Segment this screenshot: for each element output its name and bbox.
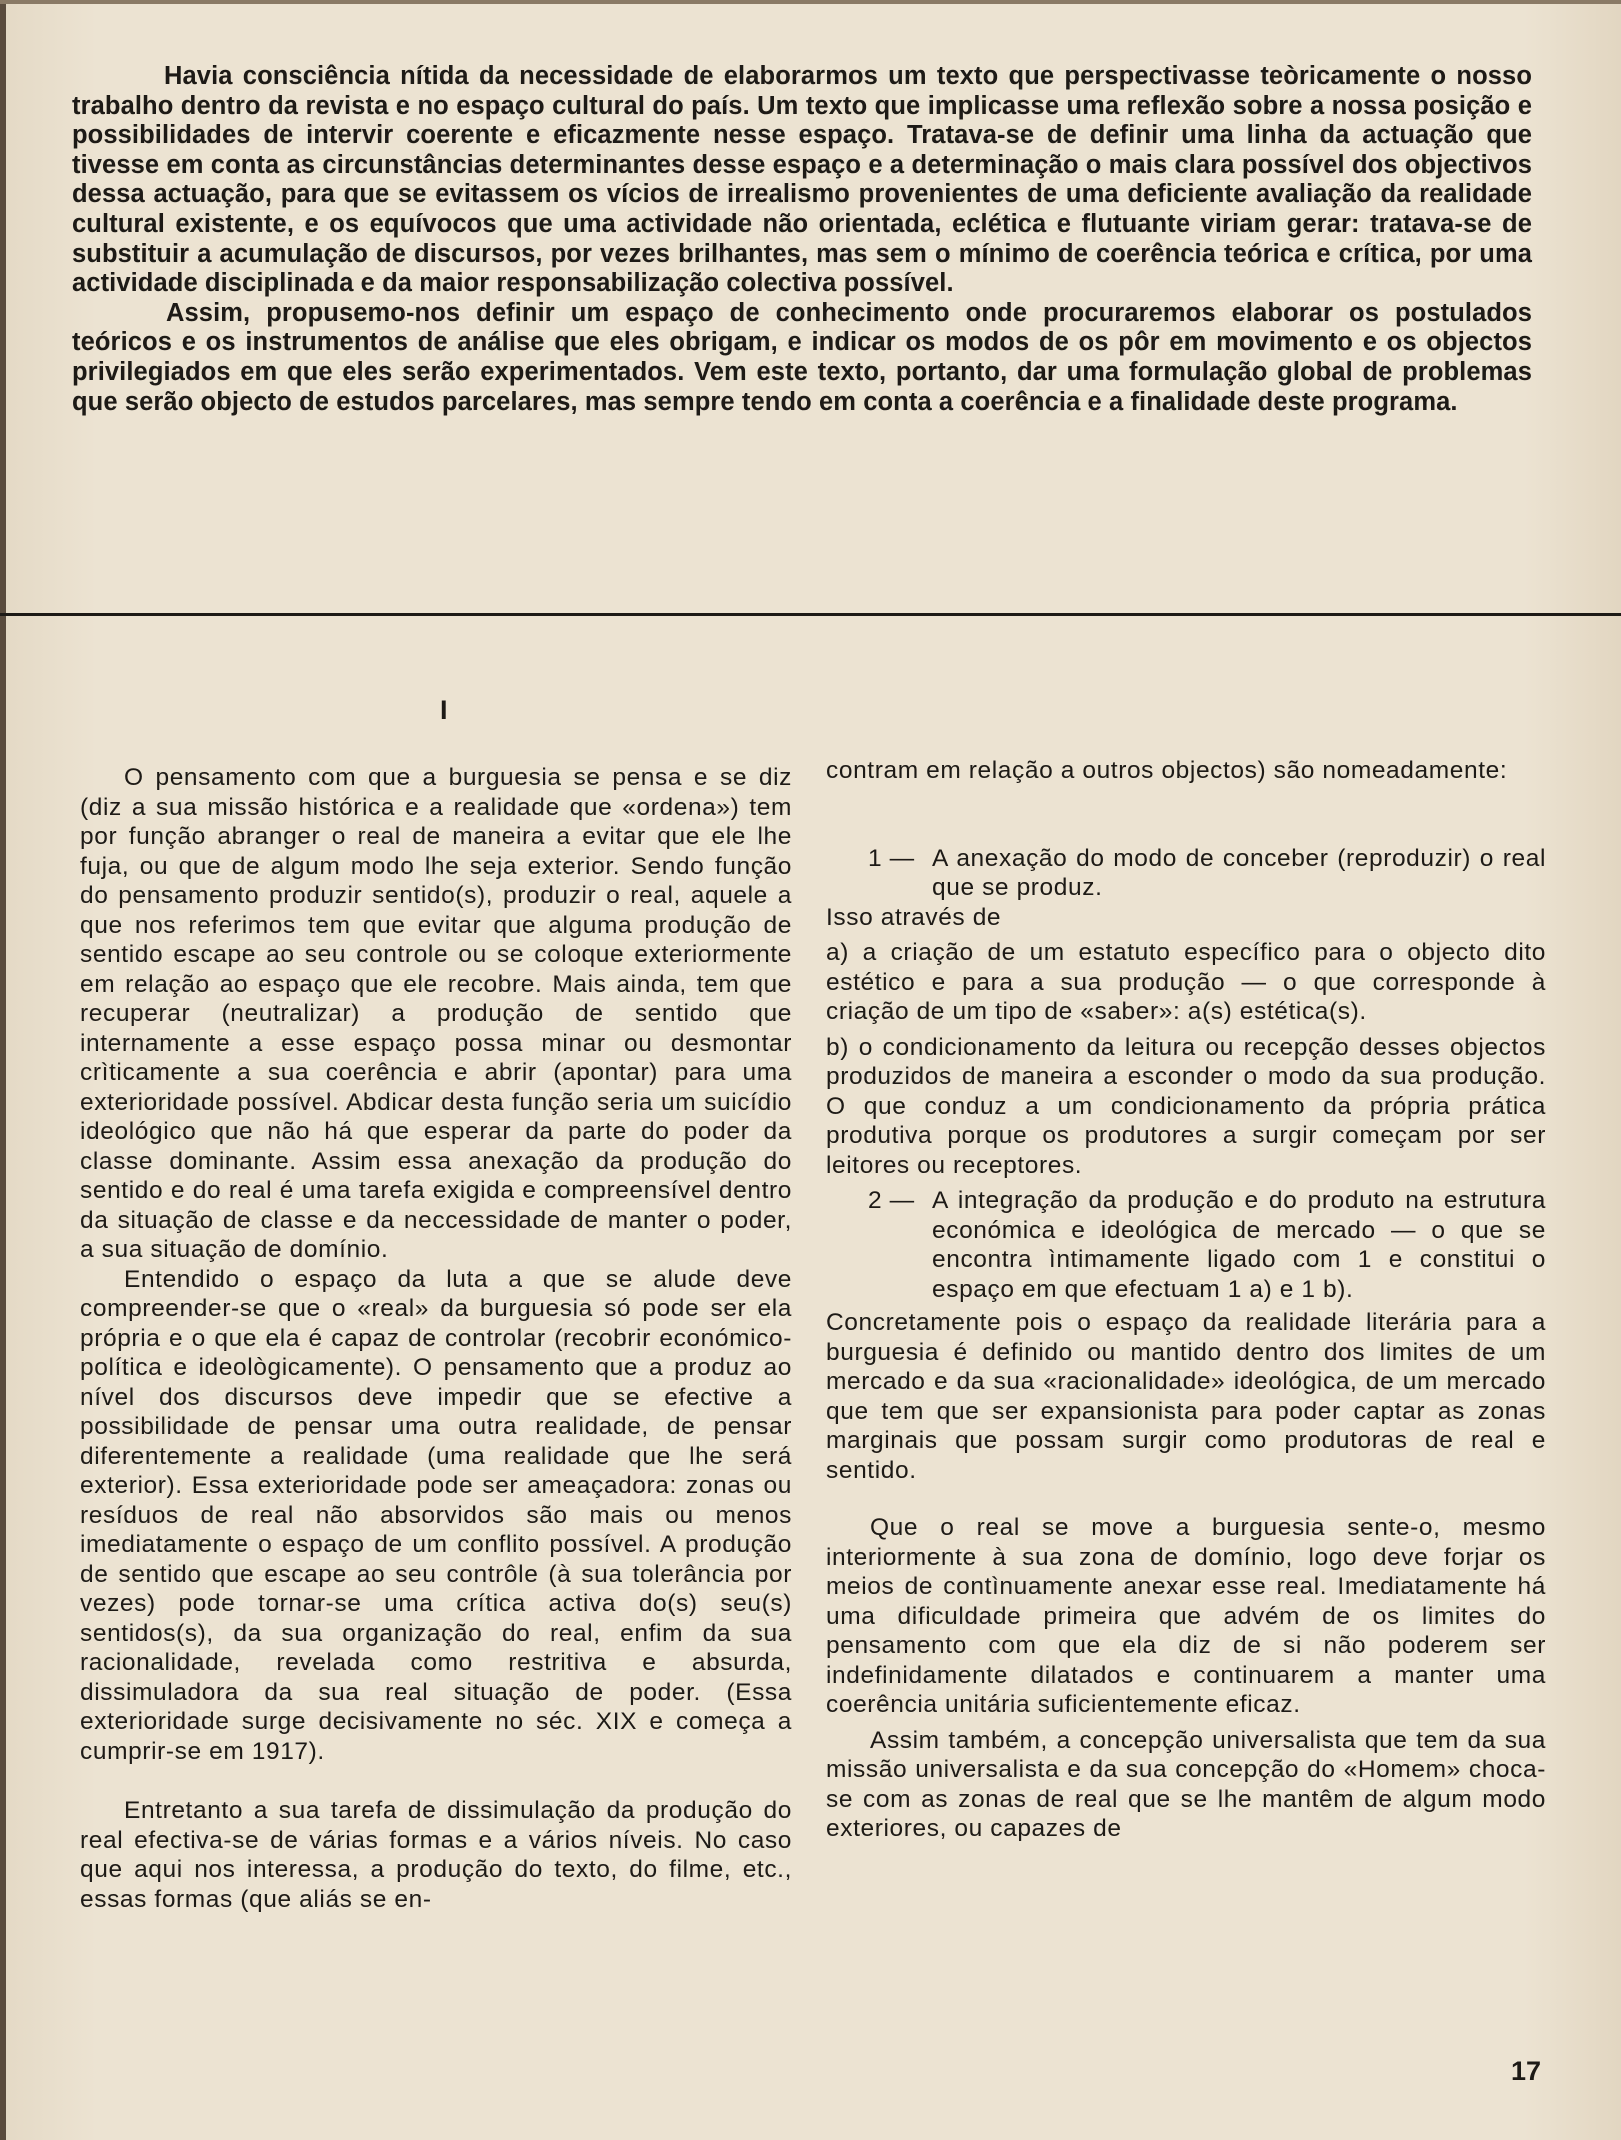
body-paragraph: Entendido o espaço da luta a que se alude deve compreender-se que o «real» da burguesia só pode ser ela própria e o que ela é capaz de controlar (recobrir económico-política e ideològicamente). O pensamento que a produz ao nível dos discursos deve impedir que se efective a possibilidade de pensar uma outra realidade, de pensar diferentemente a realidade (uma realidade que lhe será exterior). Essa exterioridade pode ser ameaçadora: zonas ou resíduos de real não absorvidos são mais ou menos imediatamente o espaço de um conflito possível. A produção de sentido que escape ao seu contrôle (à sua tolerância por vezes) pode tornar-se uma crítica activa do(s) seu(s) sentidos(s), da sua organização do real, enfim da sua racionalidade, revelada como restritiva e absurda, dissimuladora da sua real situação de poder. (Essa exterioridade surge decisivamente no séc. XIX e começa a cumprir-se em 1917). (80, 1265, 792, 1765)
body-paragraph: Entretanto a sua tarefa de dissimulação da produção do real efectiva-se de várias formas e a vários níveis. No caso que aqui nos interessa, a produção do texto, do filme, etc., essas formas (que aliás se en- (80, 1797, 792, 1913)
intro-text-block (72, 62, 1532, 417)
left-column (80, 763, 792, 1914)
paragraph-gap (826, 786, 1546, 844)
body-paragraph: O pensamento com que a burguesia se pensa e se diz (diz a sua missão histórica e a realidade que «ordena») tem por função abranger o real de maneira a evitar que ele lhe fuja, ou que de algum modo lhe seja exterior. Sendo função do pensamento produzir sentido(s), produzir o real, aquele a que nos referimos tem que evitar que alguma produção de sentido escape ao seu controle ou se coloque exteriormente em relação ao espaço que ele recobre. Mais ainda, tem que recuperar (neutralizar) a produção de sentido que internamente a esse espaço possa minar ou desmontar crìticamente a sua coerência e abrir (apontar) para uma exterioridade possível. Abdicar desta função seria um suicídio ideológico que não há que esperar da parte do poder da classe dominante. Assim essa anexação da produção do sentido e do real é uma tarefa exigida e compreensível dentro da situação de classe e da neccessidade de manter o poder, a sua situação de domínio. (80, 764, 792, 1263)
intro-paragraph-2: Assim, propusemo-nos definir um espaço de conhecimento onde procuraremos elaborar os postulados teóricos e os instrumentos de análise que eles obrigam, e indicar os modos de os pôr em movimento e os objectos privilegiados em que eles serão experimentados. Vem este texto, portanto, dar uma formulação global de problemas que serão objecto de estudos parcelares, mas sempre tendo em conta a coerência e a finalidade deste programa. (72, 298, 1532, 416)
list-item (868, 1186, 1546, 1304)
list-sub-intro: Isso através de (826, 903, 1002, 931)
section-numeral: I (440, 695, 448, 725)
right-column (826, 756, 1546, 1844)
list-item (868, 844, 1546, 903)
list-item-text: A integração da produção e do produto na estrutura económica e ideológica de mercado — o que se encontra ìntimamente ligado com 1 e constitui o espaço em que efectuam 1 a) e 1 b). (932, 1187, 1546, 1303)
section-divider-rule (0, 613, 1621, 616)
page-left-edge (0, 0, 6, 2140)
body-paragraph: Que o real se move a burguesia sente-o, mesmo interiormente à sua zona de domínio, logo deve forjar os meios de contìnuamente anexar esse real. Imediatamente há uma dificuldade primeira que advém de os limites do pensamento com que ela diz de si não poderem ser indefinidamente dilatados e continuarem a manter uma coerência unitária suficientemente eficaz. (826, 1514, 1546, 1718)
list-sub-item: b) o condicionamento da leitura ou recepção desses objectos produzidos de maneira a esconder o modo da sua produção. O que conduz a um condicionamento da própria prática produtiva porque os produtores a surgir começam por ser leitores ou receptores. (826, 1033, 1546, 1179)
list-item-text: A anexação do modo de conceber (reproduzir) o real que se produz. (932, 844, 1546, 901)
paragraph-gap (826, 1485, 1546, 1513)
body-paragraph: Assim também, a concepção universalista que tem da sua missão universalista e da sua concepção do «Homem» choca-se com as zonas de real que se lhe mantêm de algum modo exteriores, ou capazes de (826, 1726, 1546, 1842)
paragraph-gap (80, 1766, 792, 1796)
page-top-edge (0, 0, 1621, 4)
list-sub-item: Concretamente pois o espaço da realidade literária para a burguesia é definido ou mantido dentro dos limites de um mercado e da sua «racionalidade» ideológica, de um mercado que tem que ser expansionista para poder captar as zonas marginais que possam surgir como produtoras de real e sentido. (826, 1309, 1546, 1484)
list-item-number: 1 — (868, 844, 915, 872)
intro-paragraph-1: Havia consciência nítida da necessidade de elaborarmos um texto que perspectivasse teòricamente o nosso trabalho dentro da revista e no espaço cultural do país. Um texto que implicasse uma reflexão sobre a nossa posição e possibilidades de intervir coerente e eficazmente nesse espaço. Tratava-se de definir uma linha da actuação que tivesse em conta as circunstâncias determinantes desse espaço e a determinação o mais clara possível dos objectivos dessa actuação, para que se evitassem os vícios de irrealismo provenientes de uma deficiente avaliação da realidade cultural existente, e os equívocos que uma actividade não orientada, eclética e flutuante viriam gerar: tratava-se de substituir a acumulação de discursos, por vezes brilhantes, mas sem o mínimo de coerência teórica e crítica, por uma actividade disciplinada e da maior responsabilização colectiva possível. (72, 62, 1532, 298)
body-paragraph-continuation: contram em relação a outros objectos) são nomeadamente: (826, 757, 1508, 784)
page-number: 17 (1511, 2056, 1542, 2086)
list-sub-item: a) a criação de um estatuto específico para o objecto dito estético e para a sua produção — o que corresponde à criação de um tipo de «saber»: a(s) estética(s). (826, 939, 1546, 1025)
list-item-number: 2 — (868, 1187, 915, 1214)
